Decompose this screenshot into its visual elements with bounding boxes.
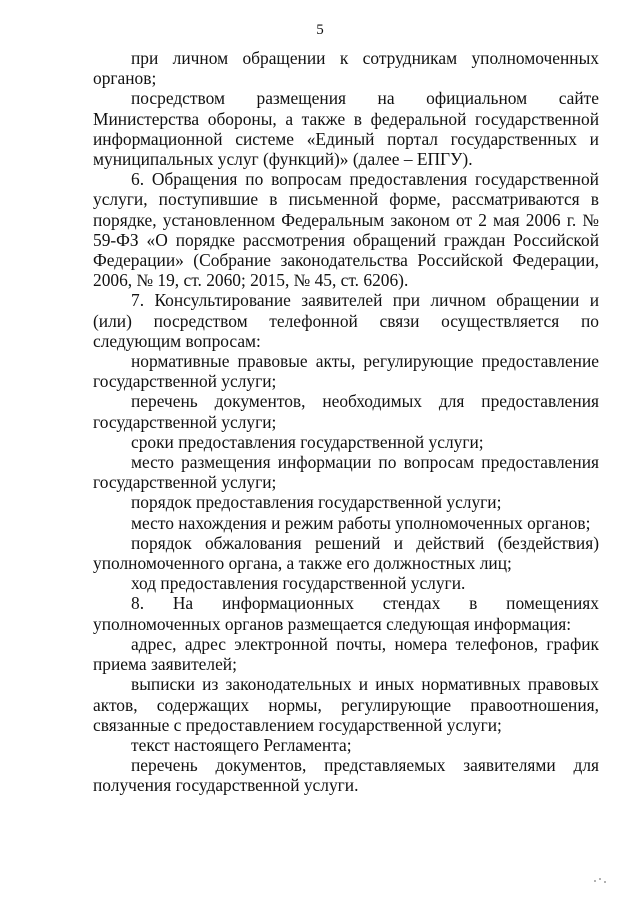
list-item-deadlines: сроки предоставления государственной услуги; — [131, 431, 484, 452]
list-item-procedure: порядок предоставления государственной услуги; — [131, 492, 502, 513]
paragraph-in-person-contact: при личном обращении к сотрудникам уполномоченных органов; — [93, 48, 599, 89]
list-item-legal-extracts: выписки из законодательных и иных нормативных правовых актов, содержащих нормы, регулирующие правоотношения, связанные с предоставлением государственной услуги; — [93, 674, 599, 735]
list-item-applicant-documents: перечень документов, представляемых заявителями для получения государственной услуги. — [93, 755, 599, 796]
list-item-legal-acts: нормативные правовые акты, регулирующие предоставление государственной услуги; — [93, 351, 599, 392]
paragraph-website-epgu: посредством размещения на официальном сайте Министерства обороны, а также в федеральной государственной информационной системе «Единый портал государственных и муниципальных услуг (функций)» (далее – ЕПГУ). — [93, 88, 599, 170]
paragraph-clause-8: 8. На информационных стендах в помещениях уполномоченных органов размещается следующая информация: — [93, 593, 599, 634]
list-item-regulation-text: текст настоящего Регламента; — [131, 734, 352, 755]
list-item-appeals: порядок обжалования решений и действий (бездействия) уполномоченного органа, а также его должностных лиц; — [93, 532, 599, 574]
list-item-info-location: место размещения информации по вопросам предоставления государственной услуги; — [93, 452, 599, 493]
list-item-documents-list: перечень документов, необходимых для предоставления государственной услуги; — [93, 391, 599, 432]
list-item-contacts: адрес, адрес электронной почты, номера телефонов, график приема заявителей; — [93, 633, 599, 675]
scan-artifact — [594, 877, 610, 883]
list-item-office-hours: место нахождения и режим работы уполномоченных органов; — [131, 512, 591, 533]
paragraph-clause-7: 7. Консультирование заявителей при личном обращении и (или) посредством телефонной связи осуществляется по следующим вопросам: — [93, 290, 599, 351]
document-body — [93, 48, 599, 796]
paragraph-clause-6: 6. Обращения по вопросам предоставления государственной услуги, поступившие в письменной форме, рассматриваются в порядке, установленном Федеральным законом от 2 мая 2006 г. № 59-ФЗ «О порядке рассмотрения обращений граждан Российской Федерации» (Собрание законодательства Российской Федерации, 2006, № 19, ст. 2060; 2015, № 45, ст. 6206). — [93, 169, 599, 291]
page-number: 5 — [316, 22, 324, 38]
list-item-progress: ход предоставления государственной услуги. — [131, 573, 466, 594]
